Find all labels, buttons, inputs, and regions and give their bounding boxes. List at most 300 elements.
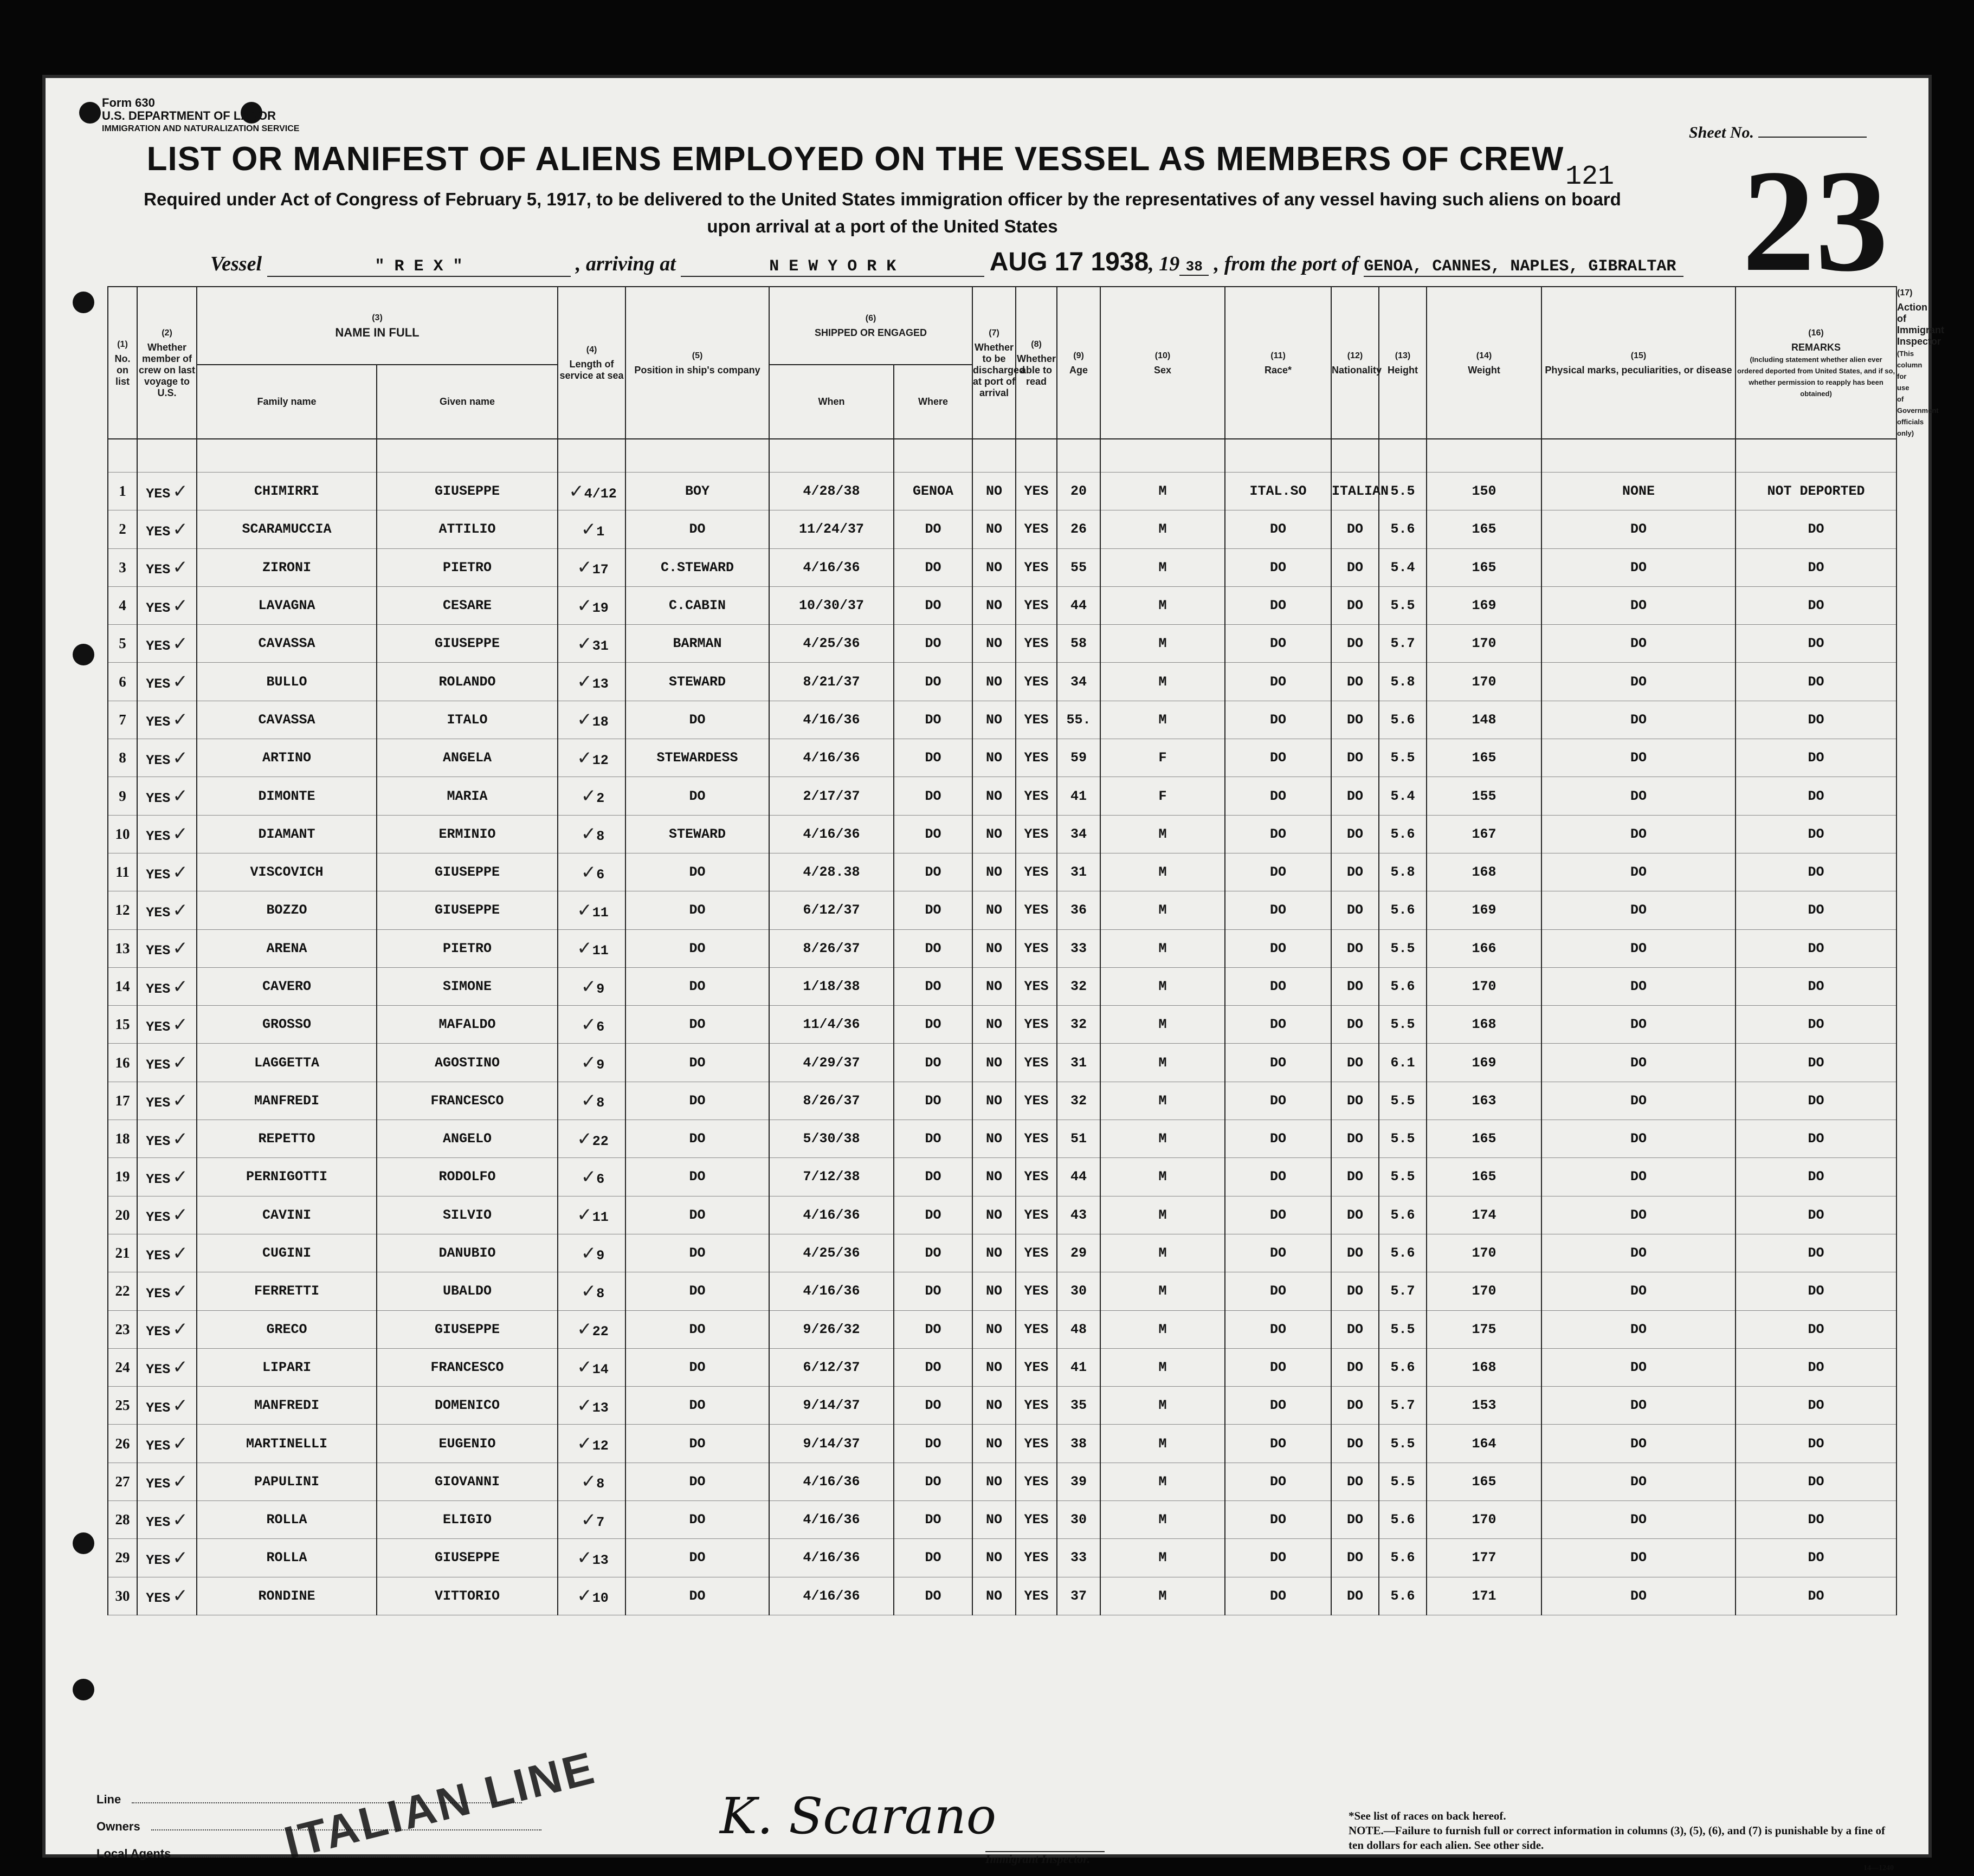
cell-able-to-read	[1016, 1577, 1057, 1615]
cell-sex-text: M	[1158, 1131, 1167, 1147]
check-mark-icon: ✓	[577, 899, 592, 921]
cell-number	[108, 739, 137, 777]
cell-position	[625, 1120, 769, 1158]
cell-height-text: 5.6	[1390, 1512, 1415, 1528]
cell-sex	[1100, 967, 1225, 1005]
col-no-header: (1) No. on list	[108, 287, 137, 439]
cell-race	[1225, 1425, 1331, 1463]
cell-number-text: 4	[119, 597, 126, 614]
cell-race	[1225, 1310, 1331, 1348]
departure-ports: GENOA, CANNES, NAPLES, GIBRALTAR	[1364, 257, 1683, 277]
cell-sex-text: M	[1158, 979, 1167, 994]
cell-nationality-text: DO	[1347, 902, 1364, 918]
cell-sex	[1100, 1196, 1225, 1234]
cell-discharge	[972, 1387, 1016, 1425]
cell-shipped-where-text: DO	[925, 979, 941, 994]
check-mark-icon: ✓	[580, 1242, 597, 1264]
cell-nationality	[1331, 1463, 1379, 1500]
cell-able-to-read	[1016, 891, 1057, 929]
cell-race-text: DO	[1270, 902, 1287, 918]
cell-weight	[1427, 1501, 1541, 1539]
cell-nationality	[1331, 1006, 1379, 1044]
cell-shipped-where	[894, 1463, 972, 1500]
cell-family-name-text: BOZZO	[266, 902, 307, 918]
cell-service-length	[558, 739, 625, 777]
cell-nationality-text: DO	[1347, 1398, 1364, 1414]
cell-family-name	[197, 853, 377, 891]
cell-service-length-text: 22	[592, 1133, 609, 1149]
cell-height-text: 5.5	[1390, 750, 1415, 766]
cell-position-text: STEWARD	[669, 826, 726, 842]
cell-sex-text: M	[1158, 1435, 1167, 1452]
cell-weight-text: 153	[1472, 1398, 1496, 1414]
cell-able-to-read-text: YES	[1024, 826, 1049, 842]
cell-physical-marks	[1541, 1463, 1736, 1500]
cell-given-name	[377, 1425, 558, 1463]
cell-shipped-where-text: DO	[925, 902, 941, 918]
cell-discharge-text: NO	[986, 1131, 1003, 1147]
col-marks-header: (15) Physical marks, peculiarities, or disease	[1541, 287, 1736, 439]
cell-weight	[1427, 1272, 1541, 1310]
cell-able-to-read-text: YES	[1024, 521, 1049, 538]
cell-height	[1379, 777, 1427, 815]
cell-shipped-when-text: 4/16/36	[803, 1473, 860, 1490]
cell-service-length-text: 13	[592, 1552, 609, 1568]
cell-discharge	[972, 701, 1016, 739]
cell-physical-marks	[1541, 777, 1736, 815]
cell-race-text: DO	[1270, 940, 1287, 956]
cell-nationality	[1331, 1082, 1379, 1120]
check-mark-icon: ✓	[580, 1090, 597, 1112]
cell-number-text: 27	[115, 1473, 130, 1490]
cell-last-voyage-text: YES	[146, 1019, 171, 1035]
cell-weight-text: 150	[1472, 483, 1496, 500]
cell-shipped-when-text: 4/25/36	[803, 1245, 860, 1262]
cell-number	[108, 967, 137, 1005]
cell-height	[1379, 815, 1427, 853]
check-mark-icon: ✓	[172, 480, 188, 502]
cell-service-length-text: 11	[592, 904, 609, 921]
cell-number	[108, 548, 137, 586]
check-mark-icon: ✓	[580, 1052, 597, 1074]
cell-discharge	[972, 815, 1016, 853]
cell-able-to-read	[1016, 1120, 1057, 1158]
cell-weight-text: 165	[1472, 1131, 1496, 1147]
cell-nationality	[1331, 1120, 1379, 1158]
cell-race-text: DO	[1270, 864, 1287, 881]
cell-position-text: DO	[689, 1283, 706, 1299]
cell-service-length-text: 7	[596, 1514, 605, 1530]
cell-height-text: 5.5	[1390, 598, 1415, 614]
cell-height	[1379, 1196, 1427, 1234]
cell-weight	[1427, 510, 1541, 548]
cell-service-length-text: 11	[592, 1209, 609, 1226]
cell-remarks	[1736, 473, 1896, 510]
cell-number	[108, 1425, 137, 1463]
cell-number-text: 30	[115, 1587, 130, 1604]
cell-shipped-when	[769, 1120, 894, 1158]
cell-able-to-read	[1016, 586, 1057, 624]
cell-weight	[1427, 1006, 1541, 1044]
cell-height-text: 5.6	[1390, 979, 1415, 994]
cell-position-text: BARMAN	[673, 636, 722, 652]
cell-physical-marks-text: DO	[1630, 1283, 1647, 1299]
cell-weight	[1427, 701, 1541, 739]
cell-service-length-text: 8	[596, 1476, 605, 1492]
cell-age-text: 32	[1070, 979, 1087, 994]
cell-number-text: 29	[115, 1549, 130, 1566]
cell-nationality	[1331, 663, 1379, 701]
owners-field: Owners	[96, 1820, 541, 1834]
cell-position-text: DO	[689, 1359, 706, 1375]
cell-number	[108, 891, 137, 929]
cell-able-to-read	[1016, 1539, 1057, 1577]
cell-weight	[1427, 1234, 1541, 1272]
check-mark-icon: ✓	[172, 1585, 188, 1607]
cell-height-text: 5.6	[1390, 1359, 1415, 1375]
cell-sex-text: M	[1158, 1588, 1167, 1604]
cell-discharge-text: NO	[986, 1359, 1003, 1375]
cell-given-name	[377, 1577, 558, 1615]
col-name-header: (3) NAME IN FULL	[197, 287, 558, 365]
cell-remarks-text: DO	[1808, 788, 1824, 804]
cell-last-voyage	[137, 510, 197, 548]
table-row	[108, 1044, 1896, 1082]
cell-race-text: DO	[1270, 1398, 1287, 1414]
cell-number	[108, 1501, 137, 1539]
cell-service-length	[558, 1539, 625, 1577]
cell-race-text: DO	[1270, 788, 1287, 804]
cell-nationality	[1331, 1425, 1379, 1463]
cell-age	[1057, 891, 1100, 929]
cell-age	[1057, 1158, 1100, 1196]
cell-sex	[1100, 1044, 1225, 1082]
cell-nationality	[1331, 1310, 1379, 1348]
cell-number	[108, 777, 137, 815]
cell-last-voyage-text: YES	[146, 1400, 171, 1416]
cell-weight-text: 174	[1472, 1207, 1496, 1223]
cell-position-text: DO	[689, 521, 706, 538]
cell-number	[108, 663, 137, 701]
cell-last-voyage-text: YES	[146, 1209, 171, 1226]
cell-age	[1057, 1006, 1100, 1044]
cell-sex	[1100, 625, 1225, 663]
cell-family-name	[197, 1082, 377, 1120]
cell-last-voyage-text: YES	[146, 1324, 171, 1340]
cell-race-text: DO	[1270, 521, 1287, 538]
cell-physical-marks-text: DO	[1630, 750, 1647, 766]
cell-remarks-text: DO	[1808, 1359, 1824, 1375]
cell-physical-marks-text: DO	[1630, 1245, 1647, 1262]
cell-remarks	[1736, 739, 1896, 777]
cell-shipped-where-text: DO	[925, 1398, 941, 1414]
col-age-header: (9) Age	[1057, 287, 1100, 439]
cell-discharge-text: NO	[986, 1092, 1003, 1109]
cell-given-name-text: ANGELO	[443, 1131, 492, 1147]
arrival-year: 38	[1179, 258, 1209, 276]
cell-discharge-text: NO	[986, 1169, 1003, 1185]
cell-remarks	[1736, 548, 1896, 586]
cell-age-text: 38	[1070, 1435, 1087, 1452]
cell-remarks-text: DO	[1808, 1092, 1824, 1109]
cell-physical-marks-text: DO	[1630, 1055, 1647, 1071]
cell-weight	[1427, 815, 1541, 853]
cell-given-name-text: GIUSEPPE	[434, 636, 500, 652]
footnote	[1349, 1809, 1891, 1853]
check-mark-icon: ✓	[172, 1318, 188, 1341]
cell-given-name	[377, 1158, 558, 1196]
cell-height	[1379, 1577, 1427, 1615]
cell-shipped-where-text: DO	[925, 598, 941, 614]
cell-able-to-read	[1016, 1082, 1057, 1120]
spacer-row	[108, 439, 1896, 473]
cell-age	[1057, 548, 1100, 586]
cell-number-text: 25	[115, 1397, 130, 1414]
cell-height	[1379, 1006, 1427, 1044]
cell-weight-text: 166	[1472, 940, 1496, 956]
cell-height-text: 5.5	[1390, 1473, 1415, 1490]
cell-shipped-where	[894, 1310, 972, 1348]
cell-weight-text: 168	[1472, 864, 1496, 881]
cell-age	[1057, 1120, 1100, 1158]
cell-race-text: DO	[1270, 1512, 1287, 1528]
cell-physical-marks	[1541, 1387, 1736, 1425]
cell-discharge	[972, 891, 1016, 929]
cell-service-length	[558, 1425, 625, 1463]
cell-service-length	[558, 891, 625, 929]
col-race-header: (11) Race*	[1225, 287, 1331, 439]
cell-given-name-text: CESARE	[443, 598, 492, 614]
cell-last-voyage	[137, 1006, 197, 1044]
cell-sex	[1100, 1387, 1225, 1425]
cell-nationality-text: DO	[1347, 1092, 1364, 1109]
cell-age-text: 58	[1070, 636, 1087, 652]
cell-number-text: 16	[115, 1054, 130, 1071]
cell-shipped-when	[769, 1234, 894, 1272]
cell-family-name	[197, 967, 377, 1005]
cell-weight-text: 170	[1472, 1512, 1496, 1528]
cell-age-text: 36	[1070, 902, 1087, 918]
cell-shipped-where	[894, 929, 972, 967]
cell-nationality-text: DO	[1347, 1283, 1364, 1299]
cell-position-text: BOY	[685, 483, 710, 500]
cell-position-text: DO	[689, 1169, 706, 1185]
cell-able-to-read	[1016, 777, 1057, 815]
cell-race-text: DO	[1270, 979, 1287, 994]
cell-able-to-read	[1016, 1044, 1057, 1082]
cell-discharge	[972, 1196, 1016, 1234]
cell-position	[625, 1196, 769, 1234]
cell-number-text: 23	[115, 1321, 130, 1337]
cell-remarks	[1736, 1120, 1896, 1158]
cell-family-name-text: RONDINE	[258, 1588, 315, 1604]
cell-shipped-where	[894, 1348, 972, 1386]
cell-sex	[1100, 853, 1225, 891]
cell-shipped-when	[769, 1006, 894, 1044]
cell-last-voyage-text: YES	[146, 1552, 171, 1568]
cell-discharge-text: NO	[986, 559, 1003, 575]
cell-last-voyage	[137, 891, 197, 929]
cell-last-voyage	[137, 929, 197, 967]
cell-position-text: DO	[689, 1055, 706, 1071]
cell-position	[625, 701, 769, 739]
cell-service-length	[558, 1310, 625, 1348]
cell-shipped-when-text: 2/17/37	[803, 788, 860, 804]
cell-discharge	[972, 586, 1016, 624]
cell-last-voyage	[137, 701, 197, 739]
cell-height	[1379, 510, 1427, 548]
cell-last-voyage-text: YES	[146, 904, 171, 921]
cell-last-voyage	[137, 1463, 197, 1500]
cell-position-text: DO	[689, 1207, 706, 1223]
cell-age-text: 31	[1070, 1055, 1087, 1071]
cell-shipped-when	[769, 853, 894, 891]
cell-given-name-text: DANUBIO	[438, 1245, 496, 1262]
cell-shipped-when-text: 11/24/37	[799, 521, 865, 538]
cell-given-name	[377, 1006, 558, 1044]
cell-physical-marks	[1541, 473, 1736, 510]
cell-discharge-text: NO	[986, 636, 1003, 652]
cell-race	[1225, 1539, 1331, 1577]
cell-discharge-text: NO	[986, 1588, 1003, 1604]
cell-weight	[1427, 777, 1541, 815]
table-row	[108, 1425, 1896, 1463]
cell-remarks	[1736, 1387, 1896, 1425]
cell-service-length	[558, 701, 625, 739]
cell-sex	[1100, 1348, 1225, 1386]
cell-able-to-read	[1016, 548, 1057, 586]
cell-family-name	[197, 739, 377, 777]
cell-discharge	[972, 1006, 1016, 1044]
cell-number	[108, 1044, 137, 1082]
cell-able-to-read	[1016, 853, 1057, 891]
cell-last-voyage	[137, 1234, 197, 1272]
cell-shipped-where	[894, 1044, 972, 1082]
from-port-label: , from the port of	[1214, 253, 1359, 275]
cell-number-text: 2	[119, 521, 126, 538]
cell-number-text: 14	[115, 978, 130, 994]
cell-service-length-text: 22	[592, 1324, 609, 1340]
cell-position	[625, 1158, 769, 1196]
cell-nationality-text: DO	[1347, 559, 1364, 575]
cell-last-voyage-text: YES	[146, 1362, 171, 1378]
cell-weight	[1427, 929, 1541, 967]
cell-nationality-text: DO	[1347, 826, 1364, 842]
cell-shipped-when	[769, 1577, 894, 1615]
cell-service-length-text: 18	[592, 714, 609, 730]
cell-last-voyage-text: YES	[146, 638, 171, 654]
cell-nationality	[1331, 1234, 1379, 1272]
cell-last-voyage	[137, 1120, 197, 1158]
cell-race	[1225, 510, 1331, 548]
cell-able-to-read-text: YES	[1024, 1055, 1049, 1071]
cell-position	[625, 1006, 769, 1044]
cell-remarks-text: DO	[1808, 674, 1824, 690]
cell-given-name-text: RODOLFO	[438, 1169, 496, 1185]
cell-physical-marks	[1541, 1158, 1736, 1196]
cell-last-voyage-text: YES	[146, 1285, 171, 1302]
cell-weight-text: 169	[1472, 902, 1496, 918]
cell-number	[108, 1196, 137, 1234]
cell-service-length	[558, 777, 625, 815]
cell-age-text: 32	[1070, 1092, 1087, 1109]
cell-sex	[1100, 1577, 1225, 1615]
check-mark-icon: ✓	[172, 899, 188, 921]
cell-weight	[1427, 1348, 1541, 1386]
cell-last-voyage	[137, 1196, 197, 1234]
cell-shipped-where	[894, 663, 972, 701]
cell-family-name	[197, 1120, 377, 1158]
cell-shipped-when-text: 8/26/37	[803, 1092, 860, 1109]
cell-nationality	[1331, 853, 1379, 891]
cell-remarks	[1736, 1463, 1896, 1500]
cell-position-text: DO	[689, 1017, 706, 1033]
cell-given-name-text: ERMINIO	[438, 826, 496, 842]
cell-able-to-read	[1016, 739, 1057, 777]
table-row	[108, 1272, 1896, 1310]
cell-position-text: DO	[689, 1131, 706, 1147]
cell-family-name	[197, 586, 377, 624]
cell-shipped-where-text: DO	[925, 1321, 941, 1337]
cell-age-text: 44	[1070, 598, 1087, 614]
cell-number-text: 28	[115, 1511, 130, 1528]
cell-given-name	[377, 701, 558, 739]
cell-family-name	[197, 1463, 377, 1500]
check-mark-icon: ✓	[580, 1280, 597, 1302]
cell-shipped-where	[894, 739, 972, 777]
cell-able-to-read-text: YES	[1024, 1473, 1049, 1490]
cell-discharge	[972, 967, 1016, 1005]
cell-family-name-text: MARTINELLI	[246, 1435, 328, 1452]
cell-sex-text: M	[1158, 1473, 1167, 1490]
cell-remarks-text: DO	[1808, 521, 1824, 538]
cell-last-voyage	[137, 815, 197, 853]
cell-position-text: DO	[689, 1092, 706, 1109]
cell-discharge-text: NO	[986, 1512, 1003, 1528]
cell-race-text: DO	[1270, 1207, 1287, 1223]
cell-race-text: DO	[1270, 1473, 1287, 1490]
col-sex-header: (10) Sex	[1100, 287, 1225, 439]
cell-age	[1057, 739, 1100, 777]
cell-age	[1057, 1501, 1100, 1539]
col-weight-header: (14) Weight	[1427, 287, 1541, 439]
check-mark-icon: ✓	[172, 1013, 188, 1036]
cell-discharge-text: NO	[986, 1398, 1003, 1414]
table-row	[108, 701, 1896, 739]
cell-shipped-when-text: 4/16/36	[803, 826, 860, 842]
cell-able-to-read	[1016, 815, 1057, 853]
cell-shipped-when-text: 6/12/37	[803, 902, 860, 918]
cell-discharge	[972, 1310, 1016, 1348]
cell-discharge-text: NO	[986, 979, 1003, 994]
cell-shipped-where	[894, 1006, 972, 1044]
cell-nationality-text: DO	[1347, 674, 1364, 690]
cell-nationality	[1331, 1044, 1379, 1082]
cell-physical-marks	[1541, 586, 1736, 624]
cell-shipped-when	[769, 1348, 894, 1386]
cell-physical-marks	[1541, 739, 1736, 777]
cell-able-to-read	[1016, 510, 1057, 548]
cell-remarks-text: DO	[1808, 940, 1824, 956]
cell-given-name-text: GIUSEPPE	[434, 1321, 500, 1337]
cell-family-name-text: CAVASSA	[258, 636, 315, 652]
cell-nationality-text: DO	[1347, 1207, 1364, 1223]
cell-shipped-where-text: DO	[925, 826, 941, 842]
cell-discharge-text: NO	[986, 483, 1003, 500]
table-row	[108, 967, 1896, 1005]
cell-sex-text: M	[1158, 1512, 1167, 1528]
cell-shipped-when	[769, 1044, 894, 1082]
